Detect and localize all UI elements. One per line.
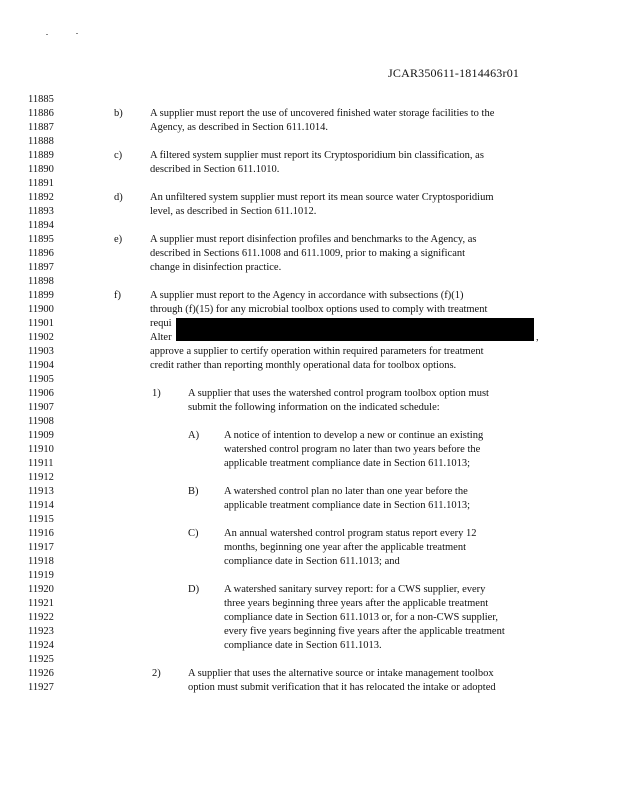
line-number: 11925 xyxy=(28,654,54,665)
paragraph-line: A supplier that uses the watershed control program toolbox option must xyxy=(188,388,489,399)
line-number: 11899 xyxy=(28,290,54,301)
paragraph-line: change in disinfection practice. xyxy=(150,262,282,273)
paragraph-line: described in Section 611.1010. xyxy=(150,164,280,175)
line-number: 11911 xyxy=(28,458,54,469)
document-id-header: JCAR350611-1814463r01 xyxy=(388,66,520,80)
line-number: 11893 xyxy=(28,206,54,217)
line-number: 11886 xyxy=(28,108,54,119)
line-number: 11889 xyxy=(28,150,54,161)
line-number: 11910 xyxy=(28,444,54,455)
item-label: f) xyxy=(114,290,121,301)
line-number: 11920 xyxy=(28,584,54,595)
line-number: 11895 xyxy=(28,234,54,245)
line-number: 11904 xyxy=(28,360,54,371)
paragraph-line: A watershed control plan no later than one year before the xyxy=(224,486,468,497)
line-number: 11905 xyxy=(28,374,54,385)
item-label: D) xyxy=(188,584,200,595)
line-number: 11915 xyxy=(28,514,54,525)
line-number: 11902 xyxy=(28,332,54,343)
line-number: 11897 xyxy=(28,262,54,273)
line-number: 11898 xyxy=(28,276,54,287)
line-number: 11927 xyxy=(28,682,54,693)
item-label: 2) xyxy=(152,668,161,679)
item-label: b) xyxy=(114,108,123,119)
line-number: 11914 xyxy=(28,500,54,511)
line-number: 11885 xyxy=(28,94,54,105)
paragraph-line: credit rather than reporting monthly operational data for toolbox options. xyxy=(150,360,457,371)
item-label: c) xyxy=(114,150,123,161)
paragraph-line: months, beginning one year after the applicable treatment xyxy=(224,542,466,553)
paragraph-line: Agency, as described in Section 611.1014. xyxy=(150,122,328,133)
line-number: 11909 xyxy=(28,430,54,441)
paragraph-line: through (f)(15) for any microbial toolbox options used to comply with treatment xyxy=(150,304,488,315)
paragraph-line: every five years beginning five years after the applicable treatment xyxy=(224,626,505,637)
scan-speck xyxy=(46,34,48,35)
scan-speck xyxy=(76,33,78,34)
line-number: 11903 xyxy=(28,346,54,357)
paragraph-line: requi xyxy=(150,318,172,329)
line-number: 11900 xyxy=(28,304,54,315)
paragraph-line: A supplier must report the use of uncovered finished water storage facilities to the xyxy=(150,108,495,119)
line-number: 11921 xyxy=(28,598,54,609)
line-number: 11894 xyxy=(28,220,54,231)
paragraph-line: Alter xyxy=(150,332,172,343)
line-number: 11919 xyxy=(28,570,54,581)
paragraph-line: applicable treatment compliance date in Section 611.1013; xyxy=(224,458,470,469)
paragraph-line: described in Sections 611.1008 and 611.1009, prior to making a significant xyxy=(150,248,466,259)
line-number: 11918 xyxy=(28,556,54,567)
item-label: e) xyxy=(114,234,123,245)
redaction-tail: , xyxy=(536,332,539,343)
paragraph-line: three years beginning three years after the applicable treatment xyxy=(224,598,489,609)
line-number: 11891 xyxy=(28,178,54,189)
line-number: 11917 xyxy=(28,542,54,553)
line-number: 11913 xyxy=(28,486,54,497)
line-number: 11924 xyxy=(28,640,54,651)
line-number: 11887 xyxy=(28,122,54,133)
line-number: 11926 xyxy=(28,668,54,679)
paragraph-line: compliance date in Section 611.1013 or, for a non-CWS supplier, xyxy=(224,612,499,623)
paragraph-line: watershed control program no later than two years before the xyxy=(224,444,481,455)
item-label: A) xyxy=(188,430,200,441)
line-number: 11922 xyxy=(28,612,54,623)
paragraph-line: An annual watershed control program status report every 12 xyxy=(224,528,477,539)
line-number: 11888 xyxy=(28,136,54,147)
paragraph-line: A notice of intention to develop a new or continue an existing xyxy=(224,430,484,441)
paragraph-line: compliance date in Section 611.1013. xyxy=(224,640,382,651)
paragraph-line: approve a supplier to certify operation within required parameters for treatment xyxy=(150,346,484,357)
paragraph-line: level, as described in Section 611.1012. xyxy=(150,206,317,217)
item-label: B) xyxy=(188,486,199,497)
paragraph-line: A watershed sanitary survey report: for a CWS supplier, every xyxy=(224,584,486,595)
line-number: 11906 xyxy=(28,388,54,399)
line-number: 11923 xyxy=(28,626,54,637)
line-number: 11907 xyxy=(28,402,54,413)
line-number: 11890 xyxy=(28,164,54,175)
item-label: C) xyxy=(188,528,199,539)
paragraph-line: submit the following information on the indicated schedule: xyxy=(188,402,440,413)
item-label: 1) xyxy=(152,388,161,399)
line-number: 11916 xyxy=(28,528,54,539)
item-label: d) xyxy=(114,192,123,203)
paragraph-line: compliance date in Section 611.1013; and xyxy=(224,556,400,567)
paragraph-line: A filtered system supplier must report its Cryptosporidium bin classification, as xyxy=(150,150,484,161)
line-number: 11912 xyxy=(28,472,54,483)
paragraph-line: A supplier must report disinfection profiles and benchmarks to the Agency, as xyxy=(150,234,477,245)
paragraph-line: A supplier must report to the Agency in accordance with subsections (f)(1) xyxy=(150,290,464,301)
line-number: 11908 xyxy=(28,416,54,427)
line-number: 11896 xyxy=(28,248,54,259)
redaction-block xyxy=(176,318,534,341)
paragraph-line: applicable treatment compliance date in Section 611.1013; xyxy=(224,500,470,511)
paragraph-line: A supplier that uses the alternative source or intake management toolbox xyxy=(188,668,494,679)
paragraph-line: option must submit verification that it has relocated the intake or adopted xyxy=(188,682,496,693)
line-number: 11901 xyxy=(28,318,54,329)
line-number: 11892 xyxy=(28,192,54,203)
paragraph-line: An unfiltered system supplier must report its mean source water Cryptosporidium xyxy=(150,192,494,203)
